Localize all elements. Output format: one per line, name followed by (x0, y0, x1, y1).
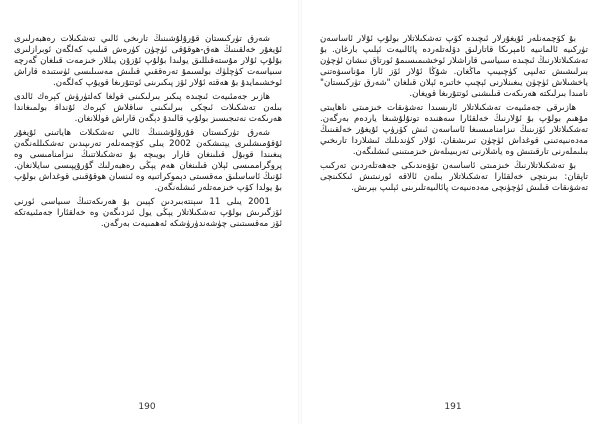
page-number-left: 190 (138, 402, 156, 412)
book-gutter (298, 0, 302, 424)
page-number-right: 191 (444, 402, 462, 412)
left-page-text (14, 34, 282, 386)
paragraph: ﮬﺎﺯﯨﺮﻗﻰ ﺟﻪﻣﺌﯩﻴﻪﺕ ﺗﻪﺷﻜﯩﻼﺗﻼﺭ ﺋﺎﺭﯨﺴﯩﺪﺍ ﺗﻪﺷﯟﯨﻘﺎﺕ ﺧﯩﺰﻣﯩﺘﻰ ﻧﺎﮬﺎﻳﯩﺘﻰ ﻣﯘﮬﯩﻢ ﺑﻮﻟﯘﭖ ﺑﯘ ﺋﯘﻻﺭﻧﯩﯔ ﺧﻪﻟﻘﺌﺎﺭﺍ ﺳﻪﮬﻨﯩﺪﻩ ﺗﻮﻧﯘﻟﯘﺷﯩﻐﺎ ﻳﺎﺭﺩﻩﻡ ﺑﻪﺭﮔﻪﻥ. ﺗﻪﺷﻜﯩﻼﺗﻼﺭ ﺋﯚﺯﯨﻨﯩﯔ ﻧﯩﺰﺍﻣﻨﺎﻣﯩﺴﯩﻐﺎ ﺋﺎﺳﺎﺳﻪﻥ ﺋﯩﺶ ﻛﯚﺭﯛﭖ ﺋﯘﻳﻐﯘﺭ ﺧﻪﻟﻘﯩﻨﯩﯔ ﻣﻪﺩﻩﻧﯩﻴﻪﺗﯩﻨﻰ ﻗﻮﻏﺪﺍﺵ ﺋﯜﭼﯜﻥ ﺗﯩﺮﯨﺸﻘﺎﻥ. ﺋﯘﻻﺭ ﻛﯜﻧﺪﯨﻠﯩﻚ ﺋﯩﺸﻼﺭﺩﺍ ﺗﺎﺭﯨﺨﯩﻲ ﺑﯩﻠﯩﻤﻠﻪﺭﻧﻰ ﺗﺎﺭﻗﯩﺘﯩﺶ ﻭﻩ ﻳﺎﺷﻼﺭﻧﻰ ﺗﻪﺭﺑﯩﻴﯩﻠﻪﺵ ﺧﯩﺰﻣﯩﺘﯩﻨﻰ ﺋﯩﺸﻠﯩﮕﻪﻥ. (320, 103, 588, 157)
paragraph: ﮬﺎﺯﯨﺮ ﺟﻪﻣﺌﯩﻴﻪﺕ ﺋﯩﭽﯩﺪﻩ ﭘﯩﻜﯩﺮ ﺑﯩﺮﻟﯩﻜﯩﻨﻰ ﻗﻮﻟﻐﺎ ﻛﻪﻟﺘﯜﺭﯛﺵ ﻛﯧﺮﻩﻙ ﺋﺎﻟﺪﻯ ﺑﯩﻠﻪﻥ ﺗﻪﺷﻜﯩﻼﺕ ﺋﯩﭽﻜﻰ ﺑﯩﺮﻟﯩﻜﯩﻨﻰ ﺳﺎﻗﻼﺵ ﻛﯧﺮﻩﻙ ﺋﯘﻧﺪﺍﻗ ﺑﻮﻟﻤﯩﻐﺎﻧﺪﺍ ﮬﻪﺭﯨﻜﻪﺕ ﻧﻪﺗﯩﺠﯩﺴﯩﺰ ﺑﻮﻟﯘﭖ ﻗﺎﻟﯩﺪﯗ ﺩﯦﮕﻪﻥ ﻗﺎﺭﺍﺵ ﻗﻮﻟﻼﻧﻐﺎﻥ. (14, 92, 282, 124)
paragraph: 2001 ﻳﯩﻠﻰ 11 ﺳﯧﻨﺘﻪﺑﯩﺮﺩﯨﻦ ﻛﯧﻴﯩﻦ ﺑﯘ ﮬﻪﺭﯨﻜﻪﺗﻨﯩﯔ ﺳﯩﻴﺎﺳﻰ ﺋﻮﺭﻧﻰ ﺋﯚﺯﮔﯩﺮﯨﺶ ﺑﻮﻟﯘﭖ ﺗﻪﺷﻜﯩﻼﺗﻼﺭ ﻳﯧﯖﻰ ﻳﻮﻝ ﺋﯩﺰﺩﯨﮕﻪﻥ ﻭﻩ ﺧﻪﻟﻘﺌﺎﺭﺍ ﺟﻪﻣﺌﯩﻴﻪﺗﻜﻪ ﺋﯚﺯ ﻣﻪﻗﺴﯩﺘﯩﻨﻰ ﭼﯜﺷﻪﻧﺪﯛﺭﯛﺷﻜﻪ ﺋﻪﮬﻤﯩﻴﻪﺕ ﺑﻪﺭﮔﻪﻥ. (14, 197, 282, 229)
right-page (312, 8, 594, 416)
paragraph: ﺷﻪﺭﻕ ﺗﯜﺭﻛﯩﺴﺘﺎﻥ ﻗﯘﺭﯗﻟﯘﺷﯩﻨﯩﯔ ﺗﺎﺭﯨﺨﻰ ﺋﺎﻟﯩﻲ ﺗﻪﺷﻜﯩﻼﺕ ﺭﻩﮬﺒﻪﺭﻟﯩﺮﻯ ﺋﯘﻳﻐﯘﺭ ﺧﻪﻟﻘﯩﻨﯩﯔ ﮬﻪﻕ-ﮬﻮﻗﯘﻗﻰ ﺋﯜﭼﯜﻥ ﻛﯜﺭﻩﺵ ﻗﯩﻠﯩﭗ ﻛﻪﻟﮕﻪﻥ ﺋﻮﺑﺮﺍﺯﻟﯩﺮﻯ ﺑﯘﻟﯘﭖ ﺋﯘﻻﺭ ﻣﯘﺳﺘﻪﻗﯩﻠﻠﯩﻖ ﻳﻮﻟﯩﺪﺍ ﺑﯘﻟﯘﭖ ﺋﯘﺯﯗﻥ ﻳﯩﻠﻼﺭ ﺧﯩﺰﻣﻪﺕ ﻗﯩﻠﻐﺎﻥ ﮔﻪﺭﭼﻪ ﺳﯩﻴﺎﺳﻪﺕ ﻛﯜﭼﻠﯜﻙ ﺑﻮﻟﺴﯩﻤﯘ ﺗﻪﺭﻩﻗﻘﯩﻲ ﻗﯩﻠﯩﺶ ﻣﻪﺳﯩﻠﯩﺴﻰ ﺋﯜﺳﺘﯩﺪﻩ ﻗﺎﺭﺍﺵ ﺋﻮﺧﺸﯩﻤﺎﻳﺪﯗ ﺑﯘ ﮬﻪﻗﺘﻪ ﺋﯘﻻﺭ ﺋﯚﺯ ﭘﯩﻜﯩﺮﯨﻨﻰ ﺋﻮﺗﺘﯘﺭﯨﻐﺎ ﻗﻮﻳﯘﭖ ﻛﻪﻟﮕﻪﻥ. (14, 34, 282, 88)
paragraph: ﺷﻪﺭﻕ ﺗﯜﺭﻛﯩﺴﺘﺎﻥ ﻗﯘﺭﯗﻟﯘﺷﯩﻨﯩﯔ ﺋﺎﻟﯩﻲ ﺗﻪﺷﻜﯩﻼﺕ ﮬﺎﻳﺎﺗﯩﻨﻰ ﺋﯘﻳﻐﯘﺭ ﺋﯘﻗﯘﻣﯩﺸﻠﯩﺮﻯ ﻳﯧﺘﯩﺸﻜﻪﻥ 2002 ﻳﯩﻠﻰ ﻛﯚﭼﻤﻪﻧﻠﻪﺭ ﺗﻪﺭﯨﭙﯩﺪﯨﻦ ﺗﻪﺷﻜﯩﻠﻠﻪﻧﮕﻪﻥ ﻳﯩﻐﯩﻨﺪﺍ ﻗﻮﺑﯘﻝ ﻗﯩﻠﯩﻨﻐﺎﻥ ﻗﺎﺭﺍﺭ ﺑﻮﻳﯩﭽﻪ ﺑﯘ ﺗﻪﺷﻜﯩﻼﺗﻨﯩﯔ ﻧﯩﺰﺍﻣﻨﺎﻣﯩﺴﻰ ﻭﻩ ﭘﺮﻭﮔﺮﺍﻣﻤﯩﺴﻰ ﺋﯧﻼﻥ ﻗﯩﻠﯩﻨﻐﺎﻥ ﮬﻪﻡ ﻳﯧﯖﻰ ﺭﻩﮬﺒﻪﺭﻟﯩﻚ ﮔﯘﺭﯗﭘﭙﯩﺴﻰ ﺳﺎﻳﻼﻧﻐﺎﻥ. ﺋﯘﻧﯩﯔ ﺋﺎﺳﺎﺳﻠﯩﻖ ﻣﻪﻗﺴﯩﺘﻰ ﺩﯦﻤﻮﻛﺮﺍﺗﯩﻴﻪ ﻭﻩ ﺋﯩﻨﺴﺎﻥ ﮬﻮﻗﯘﻗﯩﻨﻰ ﻗﻮﻏﺪﺍﺵ ﺑﻮﻟﯘﭖ ﺑﯘ ﻳﻮﻟﺪﺍ ﻛﯚﭖ ﺧﯩﺰﻣﻪﺗﻠﻪﺭ ﺋﯩﺸﻠﻪﻧﮕﻪﻥ. (14, 128, 282, 193)
right-page-text (320, 34, 588, 386)
left-page (6, 8, 288, 416)
paragraph: ﺑﯘ ﺗﻪﺷﻜﯩﻼﺗﻼﺭﻧﯩﯔ ﺧﯩﺰﻣﯩﺘﻰ ﺋﺎﺳﺎﺳﻪﻥ ﺗﯚﯞﻩﻧﺪﯨﻜﻰ ﺟﻪﮬﻪﺗﻠﻪﺭﺩﯨﻦ ﺗﻪﺭﻛﯩﺐ ﺗﺎﭘﻘﺎﻥ: ﺑﯩﺮﯨﻨﭽﻰ ﺧﻪﻟﻘﺌﺎﺭﺍ ﺗﻪﺷﻜﯩﻼﺗﻼﺭ ﺑﯩﻠﻪﻥ ﺋﺎﻻﻗﻪ ﺋﻮﺭﻧﯩﺘﯩﺶ ﺋﯩﻜﻜﯩﻨﭽﻰ ﺗﻪﺷﯟﯨﻘﺎﺕ ﻗﯩﻠﯩﺶ ﺋﯜﭼﯜﻧﭽﻰ ﻣﻪﺩﻩﻧﯩﻴﻪﺕ ﭘﺎﺋﺎﻟﯩﻴﻪﺗﻠﯩﺮﯨﻨﻰ ﺋﯧﻠﯩﭗ ﺑﯧﺮﯨﺶ. (320, 161, 588, 193)
paragraph: ﺑﯘ ﻛﯚﭼﻤﻪﻧﻠﻪﺭ ﺋﯘﻳﻐﯘﺭﻻﺭ ﺋﯩﭽﯩﺪﻩ ﻛﯚﭖ ﺗﻪﺷﻜﯩﻼﺗﻼﺭ ﺑﻮﻟﯘﭖ ﺋﯘﻻﺭ ﺋﺎﺳﺎﺳﻪﻥ ﺗﯜﺭﻛﯩﻴﻪ ﺋﺎﻟﻤﺎﻧﯩﻴﻪ ﺋﺎﻣﯧﺮﯨﻜﺎ ﻗﺎﺗﺎﺭﻟﯩﻖ ﺩﯙﻟﻪﺗﻠﻪﺭﺩﻩ ﭘﺎﺋﺎﻟﯩﻴﻪﺕ ﺋﯧﻠﯩﭗ ﺑﺎﺭﻏﺎﻥ. ﺑﯘ ﺗﻪﺷﻜﯩﻼﺗﻼﺭﻧﯩﯔ ﺋﯩﭽﯩﺪﻩ ﺳﯩﻴﺎﺳﻰ ﻗﺎﺭﺍﺷﻼﺭ ﺋﻮﺧﺸﯩﻤﯩﺴﯩﻤﯘ ﺋﻮﺭﺗﺎﻕ ﻧﯩﺸﺎﻥ ﺋﯜﭼﯜﻥ ﺑﯩﺮﻟﯩﺸﯩﺶ ﺗﻪﻟﯩﭙﻰ ﻛﯜﭼﯩﻴﯩﭗ ﻣﺎﯕﻐﺎﻥ. ﺷﯘﯕﺎ ﺋﯘﻻﺭ ﺋﯚﺯ ﺋﺎﺭﺍ ﻣﯘﻧﺎﺳﯩﯟﻩﺗﻨﻰ ﻳﺎﺧﺸﯩﻼﺵ ﺋﯜﭼﯜﻥ ﻳﯩﻐﯩﻨﻼﺭﻧﻰ ﺋﯧﭽﯩﭗ ﺧﺎﺗﯩﺮﻩ ﺋﯧﻼﻥ ﻗﯩﻠﻐﺎﻥ "ﺷﻪﺭﻕ ﺗﯜﺭﻛﯩﺴﺘﺎﻥ" ﻧﺎﻣﯩﺪﺍ ﺑﯩﺮﻟﯩﻜﺘﻪ ﮬﻪﺭﯨﻜﻪﺕ ﻗﯩﻠﯩﺸﻨﻰ ﺋﻮﺗﺘﯘﺭﯨﻐﺎ ﻗﻮﻳﻐﺎﻥ. (320, 34, 588, 99)
